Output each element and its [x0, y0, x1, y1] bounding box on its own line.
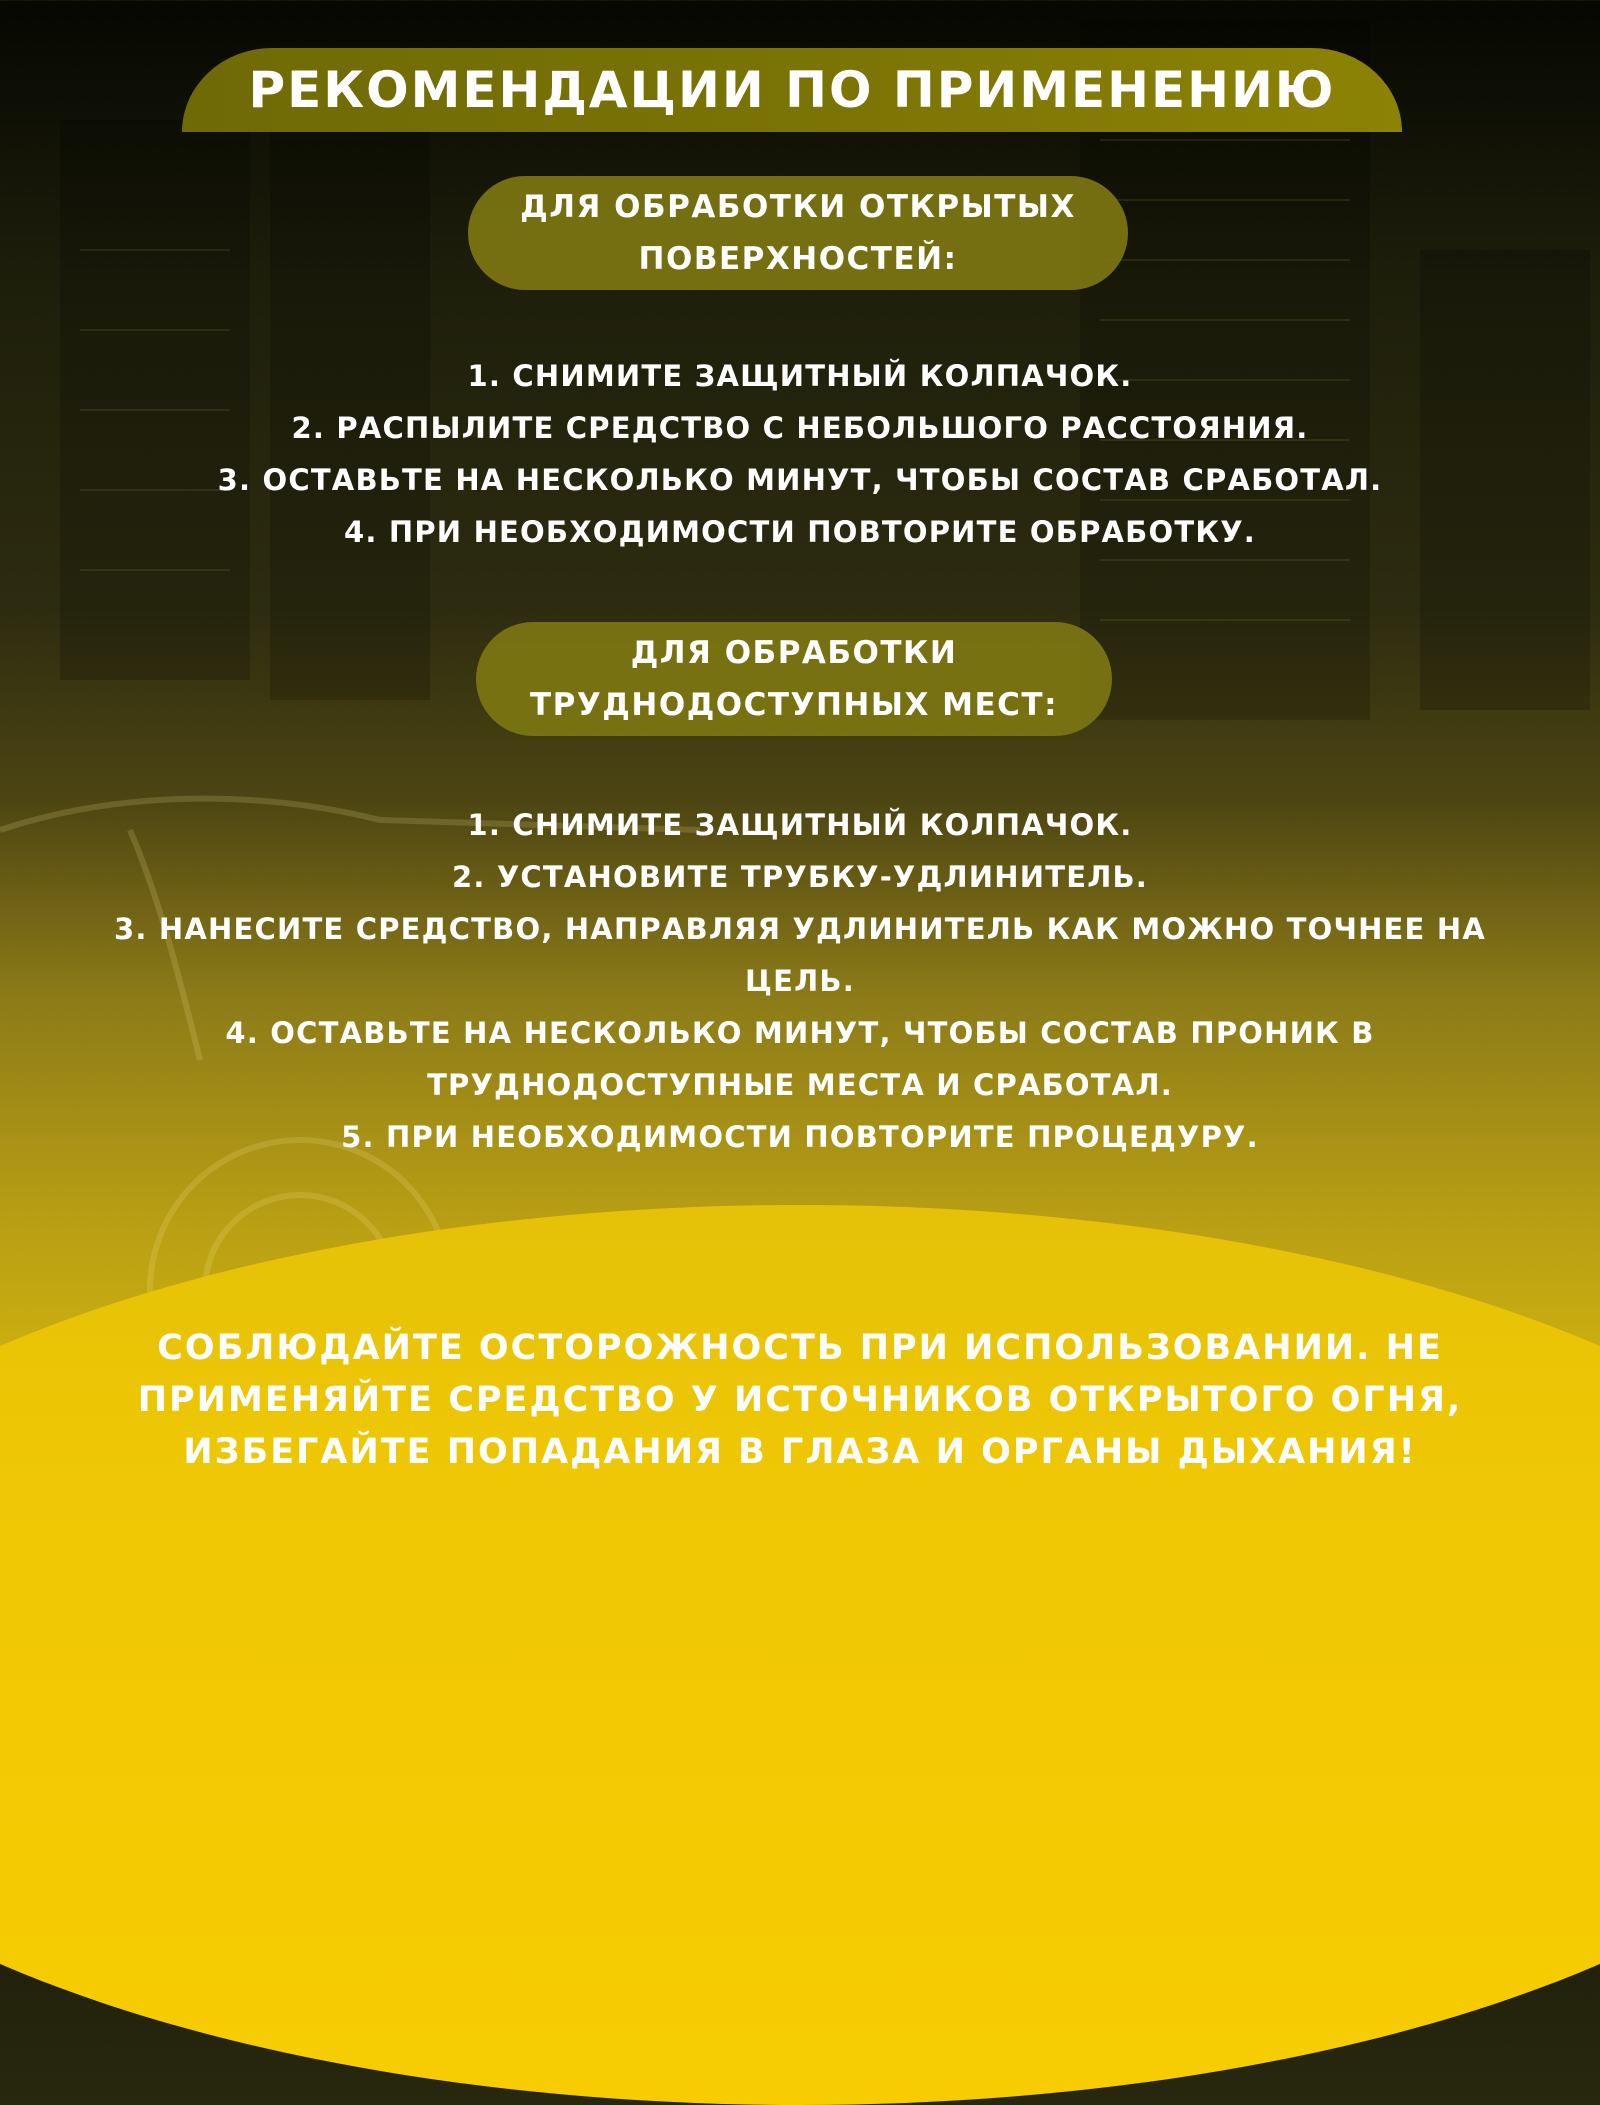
- step-item: 1. СНИМИТЕ ЗАЩИТНЫЙ КОЛПАЧОК.: [467, 359, 1133, 393]
- step-item: ТРУДНОДОСТУПНЫЕ МЕСТА И СРАБОТАЛ.: [427, 1068, 1173, 1102]
- step-item: ЦЕЛЬ.: [745, 964, 855, 998]
- title-banner: [182, 48, 1402, 132]
- section-heading-line: ТРУДНОДОСТУПНЫХ МЕСТ:: [530, 687, 1058, 723]
- section-heading-line: ПОВЕРХНОСТЕЙ:: [638, 241, 958, 277]
- warning-line: СОБЛЮДАЙТЕ ОСТОРОЖНОСТЬ ПРИ ИСПОЛЬЗОВАНИИ. НЕ: [157, 1328, 1443, 1368]
- hard-to-reach-steps-list: [30, 799, 1570, 1163]
- step-item: 3. НАНЕСИТЕ СРЕДСТВО, НАПРАВЛЯЯ УДЛИНИТЕЛЬ КАК МОЖНО ТОЧНЕЕ НА: [114, 912, 1486, 946]
- section-heading-line: ДЛЯ ОБРАБОТКИ: [630, 635, 958, 671]
- section-heading-open-surfaces: [468, 176, 1128, 290]
- warning-line: ИЗБЕГАЙТЕ ПОПАДАНИЯ В ГЛАЗА И ОРГАНЫ ДЫХАНИЯ!: [183, 1432, 1417, 1472]
- page-title: РЕКОМЕНДАЦИИ ПО ПРИМЕНЕНИЮ: [248, 61, 1336, 119]
- step-item: 4. ПРИ НЕОБХОДИМОСТИ ПОВТОРИТЕ ОБРАБОТКУ.: [343, 515, 1257, 549]
- step-item: 5. ПРИ НЕОБХОДИМОСТИ ПОВТОРИТЕ ПРОЦЕДУРУ.: [341, 1120, 1259, 1154]
- step-item: 3. ОСТАВЬТЕ НА НЕСКОЛЬКО МИНУТ, ЧТОБЫ СОСТАВ СРАБОТАЛ.: [217, 463, 1383, 497]
- section-heading-hard-to-reach: [476, 622, 1112, 736]
- step-item: 2. РАСПЫЛИТЕ СРЕДСТВО С НЕБОЛЬШОГО РАССТОЯНИЯ.: [291, 411, 1309, 445]
- step-item: 1. СНИМИТЕ ЗАЩИТНЫЙ КОЛПАЧОК.: [467, 808, 1133, 842]
- open-surfaces-steps-list: [30, 350, 1570, 558]
- warning-line: ПРИМЕНЯЙТЕ СРЕДСТВО У ИСТОЧНИКОВ ОТКРЫТОГО ОГНЯ,: [137, 1380, 1463, 1420]
- section-heading-line: ДЛЯ ОБРАБОТКИ ОТКРЫТЫХ: [520, 189, 1076, 225]
- step-item: 4. ОСТАВЬТЕ НА НЕСКОЛЬКО МИНУТ, ЧТОБЫ СОСТАВ ПРОНИК В: [225, 1016, 1375, 1050]
- safety-warning: [60, 1322, 1540, 1478]
- step-item: 2. УСТАНОВИТЕ ТРУБКУ-УДЛИНИТЕЛЬ.: [451, 860, 1149, 894]
